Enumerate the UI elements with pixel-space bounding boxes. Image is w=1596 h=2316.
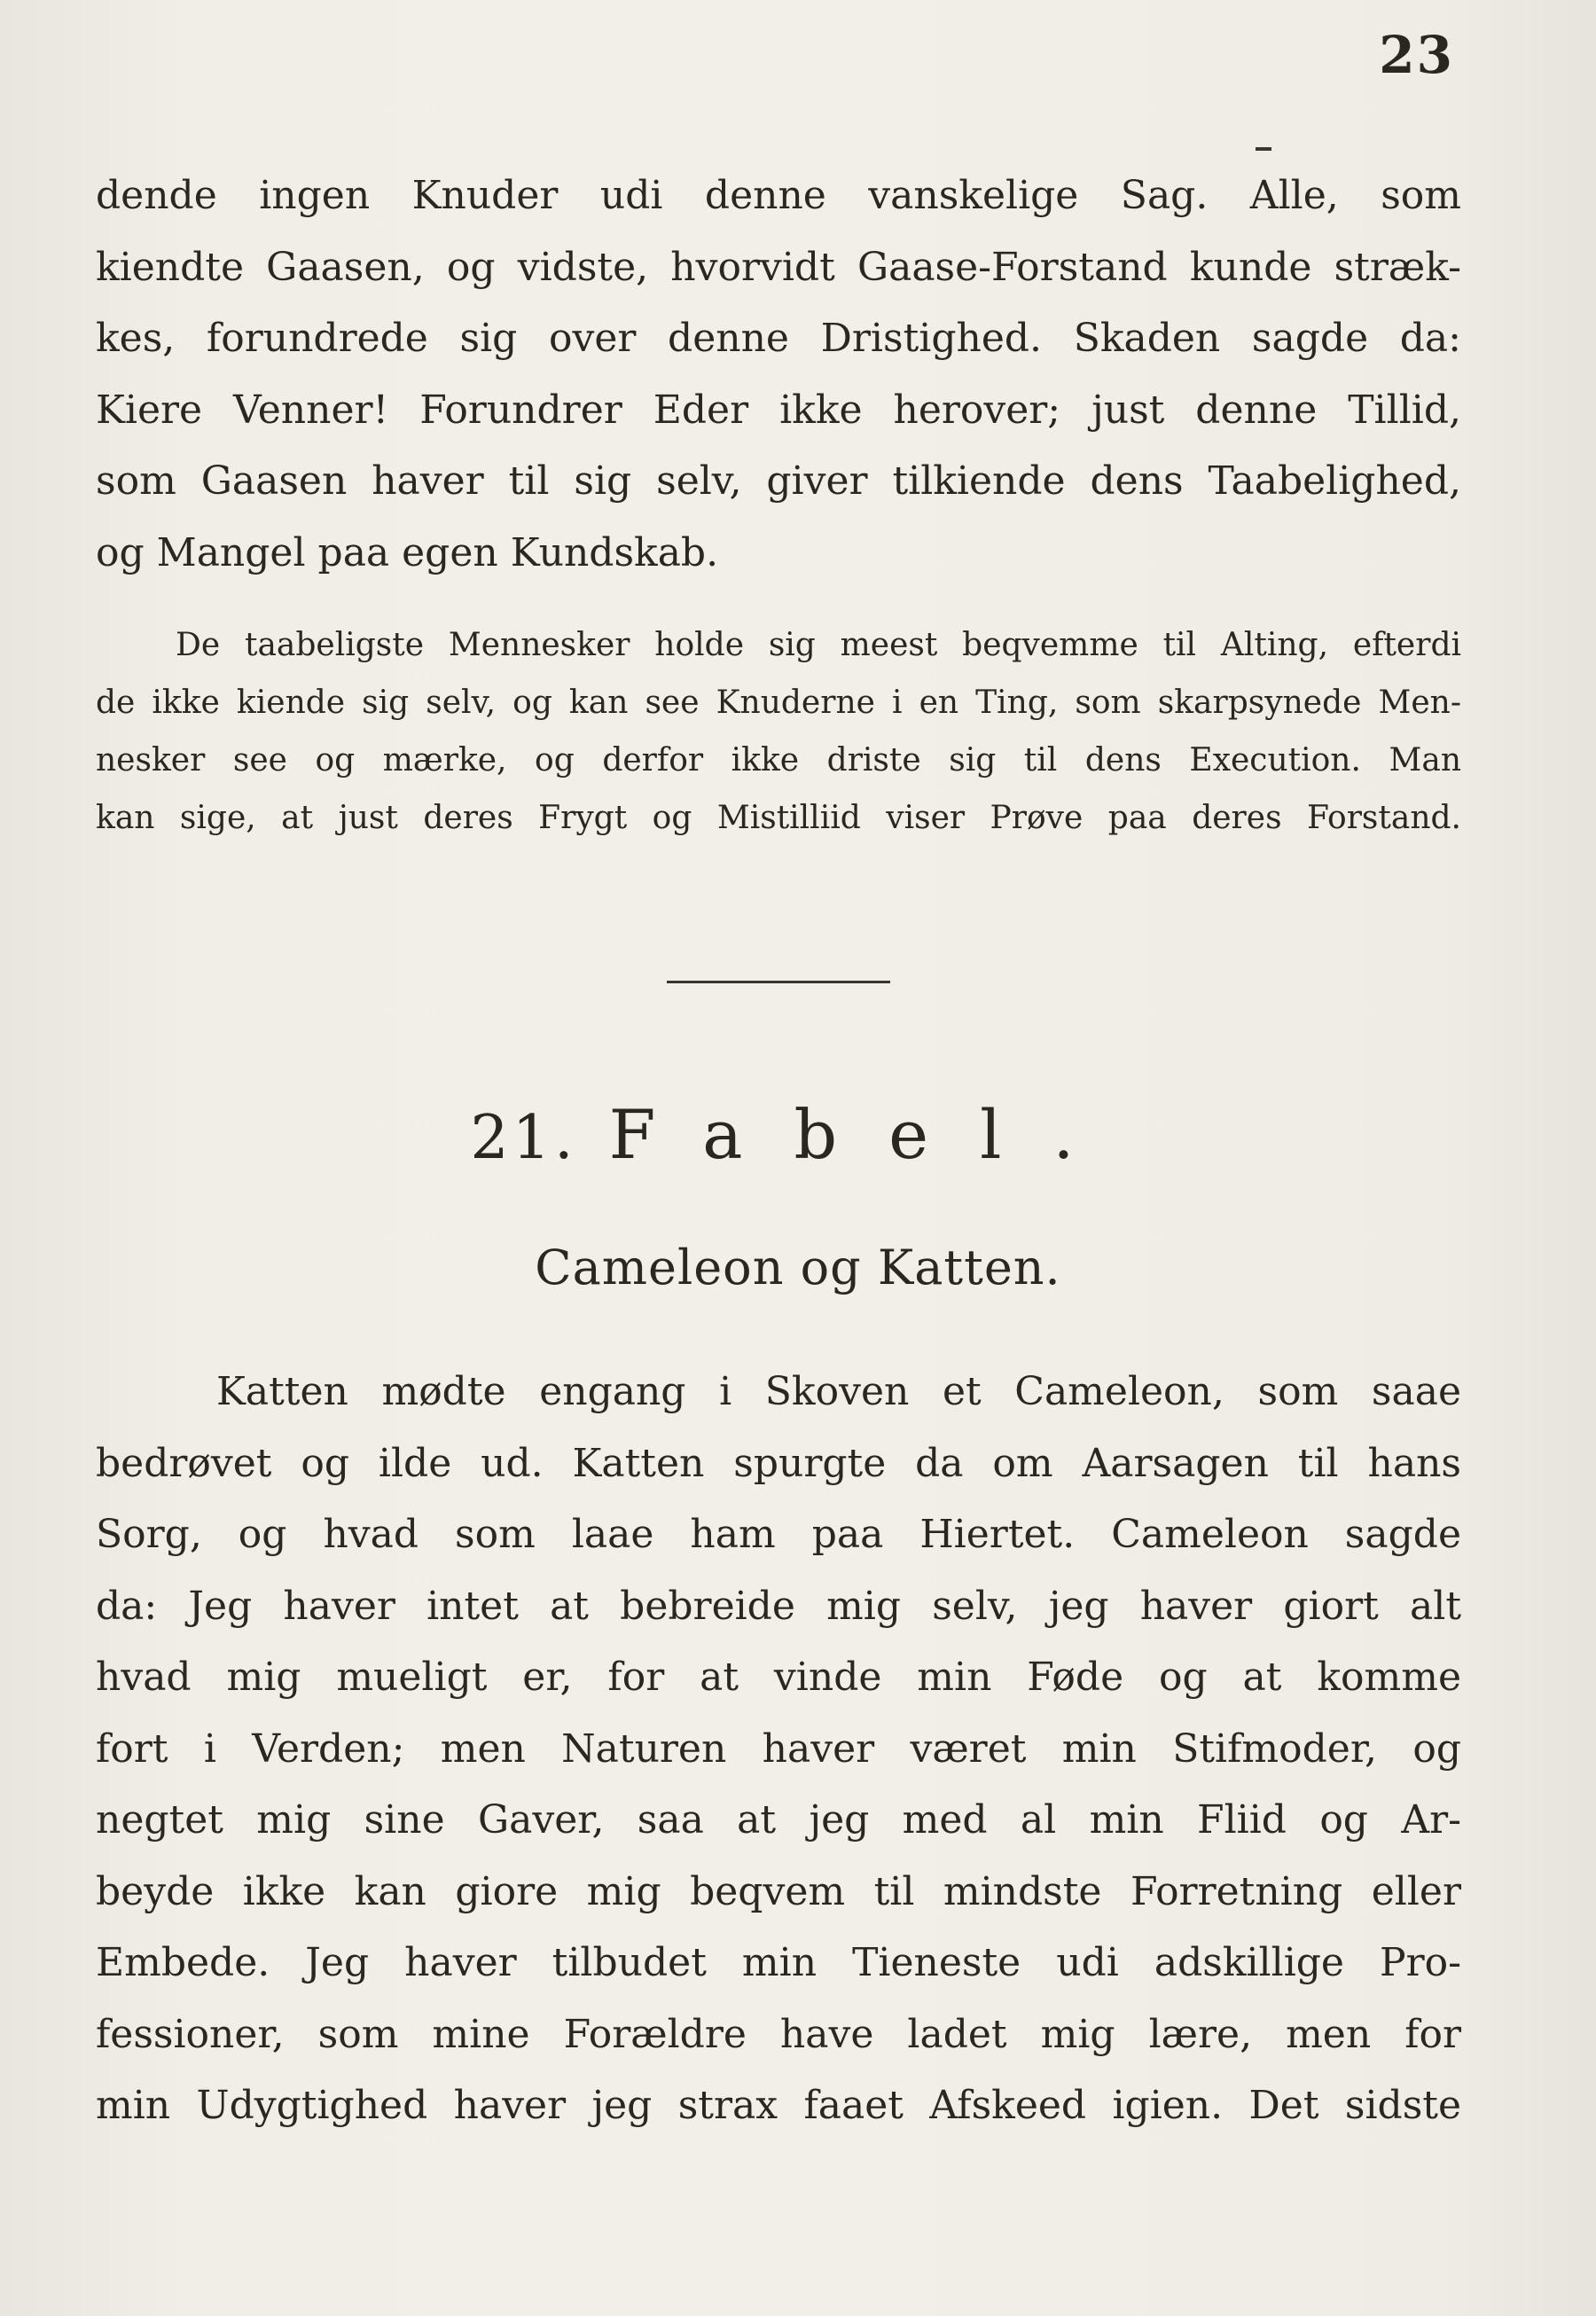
text-line: beyde ikke kan giore mig beqvem til mindste Forretning eller (96, 1868, 1461, 1914)
moral-note (96, 616, 1461, 847)
text-line: da: Jeg haver intet at bebreide mig selv, jeg haver giort alt (96, 1583, 1461, 1629)
note-line: nesker see og mærke, og derfor ikke driste sig til dens Execution. Man (96, 742, 1461, 779)
fabel-subtitle: Cameleon og Katten. (535, 1240, 1061, 1295)
note-line: De taabeligste Mennesker holde sig meest beqvemme til Alting, efterdi (176, 627, 1461, 663)
text-line: negtet mig sine Gaver, saa at jeg med al min Fliid og Ar- (96, 1797, 1461, 1843)
text-line: fort i Verden; men Naturen haver været min Stifmoder, og (96, 1725, 1461, 1772)
fabel-heading (0, 1095, 1596, 1174)
note-line: kan sige, at just deres Frygt og Mistilliid viser Prøve paa deres Forstand. (96, 800, 1461, 836)
text-line: og Mangel paa egen Kundskab. (96, 529, 719, 575)
text-line: fessioner, som mine Forældre have ladet mig lære, men for (96, 2011, 1461, 2057)
text-line: Katten mødte engang i Skoven et Cameleon, som saae (216, 1369, 1461, 1414)
page-number: 23 (1379, 25, 1454, 85)
fabel-paragraph (96, 1357, 1461, 2142)
print-mark (1256, 147, 1271, 151)
text-line: Kiere Venner! Forundrer Eder ikke herover; just denne Tillid, (96, 387, 1461, 433)
text-line: som Gaasen haver til sig selv, giver tilkiende dens Taabelighed, (96, 458, 1461, 504)
text-line: kes, forundrede sig over denne Dristighed. Skaden sagde da: (96, 316, 1461, 361)
fabel-word: Fabel. (608, 1095, 1126, 1174)
text-line: dende ingen Knuder udi denne vanskelige Sag. Alle, som (96, 173, 1461, 218)
note-line: de ikke kiende sig selv, og kan see Knuderne i en Ting, som skarpsynede Men- (96, 685, 1461, 721)
text-line: bedrøvet og ilde ud. Katten spurgte da om Aarsagen til hans (96, 1440, 1461, 1486)
text-line: kiendte Gaasen, og vidste, hvorvidt Gaase-Forstand kunde stræk- (96, 244, 1461, 290)
text-line: hvad mig mueligt er, for at vinde min Føde og at komme (96, 1655, 1461, 1700)
section-divider (667, 981, 890, 983)
fabel-number: 21. (470, 1103, 577, 1173)
text-line: Sorg, og hvad som laae ham paa Hiertet. Cameleon sagde (96, 1512, 1461, 1557)
paragraph-continued (96, 160, 1461, 589)
text-line: Embede. Jeg haver tilbudet min Tieneste udi adskillige Pro- (96, 1940, 1461, 1985)
text-line: min Udygtighed haver jeg strax faaet Afskeed igien. Det sidste (96, 2083, 1461, 2128)
